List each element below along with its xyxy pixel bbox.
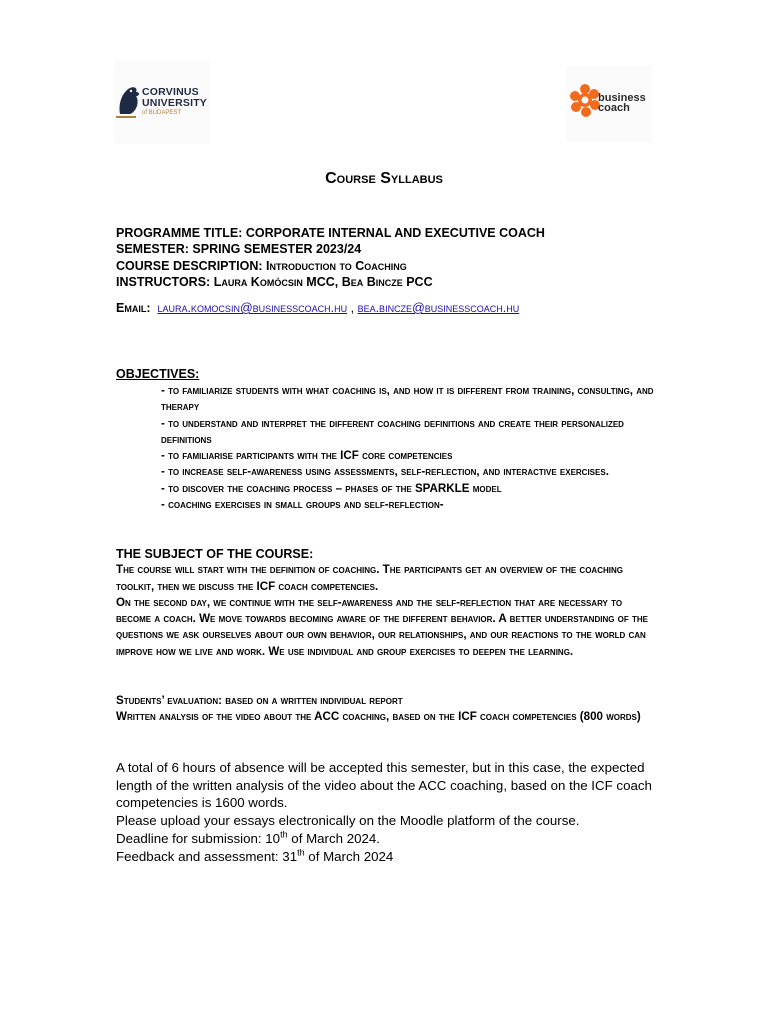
email-separator: , bbox=[350, 301, 355, 315]
corvinus-underline bbox=[116, 116, 136, 118]
raven-icon bbox=[116, 84, 142, 120]
course-description bbox=[116, 258, 545, 274]
email-link-bea[interactable]: bea.bincze@businesscoach.hu bbox=[357, 301, 520, 315]
deadline-sup: th bbox=[280, 829, 288, 840]
corvinus-sub: of BUDAPEST bbox=[142, 110, 182, 116]
deadline-rest: of March 2024. bbox=[287, 830, 380, 846]
deadline-line bbox=[116, 830, 656, 848]
subject-heading: THE SUBJECT OF THE COURSE: bbox=[116, 547, 314, 561]
evaluation-section bbox=[116, 693, 656, 726]
email-link-laura[interactable]: laura.komocsin@businesscoach.hu bbox=[157, 301, 348, 315]
subject-paragraph-1: The course will start with the definition of coaching. The participants get an overview of the coaching toolkit, then we discuss the ICF coach competencies. bbox=[116, 563, 623, 593]
programme-title: PROGRAMME TITLE: CORPORATE INTERNAL AND EXECUTIVE COACH bbox=[116, 226, 545, 240]
businesscoach-logo bbox=[566, 66, 652, 142]
absence-paragraph: A total of 6 hours of absence will be accepted this semester, but in this case, the expected length of the written analysis of the video about the ACC coaching, based on the ICF coach competencies is 1600 words. bbox=[116, 760, 652, 811]
bc-line2: coach bbox=[598, 102, 630, 114]
deadline-text: Deadline for submission: 10 bbox=[116, 830, 281, 846]
feedback-sup: th bbox=[297, 847, 305, 858]
feedback-rest: of March 2024 bbox=[304, 848, 394, 864]
subject-paragraph-2: On the second day, we continue with the self-awareness and the self-reflection that are necessary to become a coach. We move towards becoming aware of the different behavior. A better understanding of the questions we ask ourselves about our own behavior, our relationships, and our reactions to the world can improve how we live and work. We use individual and group exercises to deepen the learning. bbox=[116, 595, 648, 658]
list-item: - to understand and interpret the different coaching definitions and create their personalized definitions bbox=[161, 416, 624, 446]
bc-line1: business bbox=[598, 92, 646, 104]
programme-block bbox=[116, 225, 545, 290]
flower-icon bbox=[568, 82, 602, 122]
instr-value: Laura Komócsin MCC, Bea Bincze PCC bbox=[213, 274, 433, 289]
desc-label: COURSE DESCRIPTION: bbox=[116, 258, 267, 273]
desc-value: Introduction to Coaching bbox=[266, 258, 407, 273]
corvinus-line2: UNIVERSITY bbox=[142, 97, 208, 109]
notes-section bbox=[116, 759, 656, 865]
semester: SEMESTER: SPRING SEMESTER 2023/24 bbox=[116, 242, 362, 257]
list-item: - to increase self-awareness using assessments, self-reflection, and interactive exercises. bbox=[161, 465, 609, 479]
corvinus-line1: CORVINUS bbox=[142, 86, 199, 98]
list-item: - to familiarize students with what coaching is, and how it is different from training, consulting, and therapy bbox=[161, 384, 654, 414]
page-title: Course Syllabus bbox=[325, 170, 443, 187]
instr-label: INSTRUCTORS: bbox=[116, 274, 214, 289]
email-line bbox=[116, 300, 519, 316]
upload-instruction: Please upload your essays electronically on the Moodle platform of the course. bbox=[116, 813, 580, 829]
list-item: - to familiarise participants with the ICF core competencies bbox=[161, 449, 453, 463]
evaluation-line-2: Written analysis of the video about the ACC coaching, based on the ICF coach competencies (800 words) bbox=[116, 710, 641, 724]
instructors bbox=[116, 274, 545, 290]
evaluation-line-1: Students’ evaluation: based on a written individual report bbox=[116, 694, 403, 707]
list-item: - to discover the coaching process – phases of the SPARKLE model bbox=[161, 481, 502, 495]
objectives-heading: OBJECTIVES: bbox=[116, 367, 200, 381]
feedback-line bbox=[116, 848, 656, 866]
list-item: - coaching exercises in small groups and self-reflection- bbox=[161, 498, 444, 512]
corvinus-logo bbox=[114, 60, 210, 144]
subject-section bbox=[116, 546, 656, 660]
objectives-list bbox=[161, 383, 656, 513]
email-label: Email: bbox=[116, 301, 151, 315]
feedback-text: Feedback and assessment: 31 bbox=[116, 848, 298, 864]
